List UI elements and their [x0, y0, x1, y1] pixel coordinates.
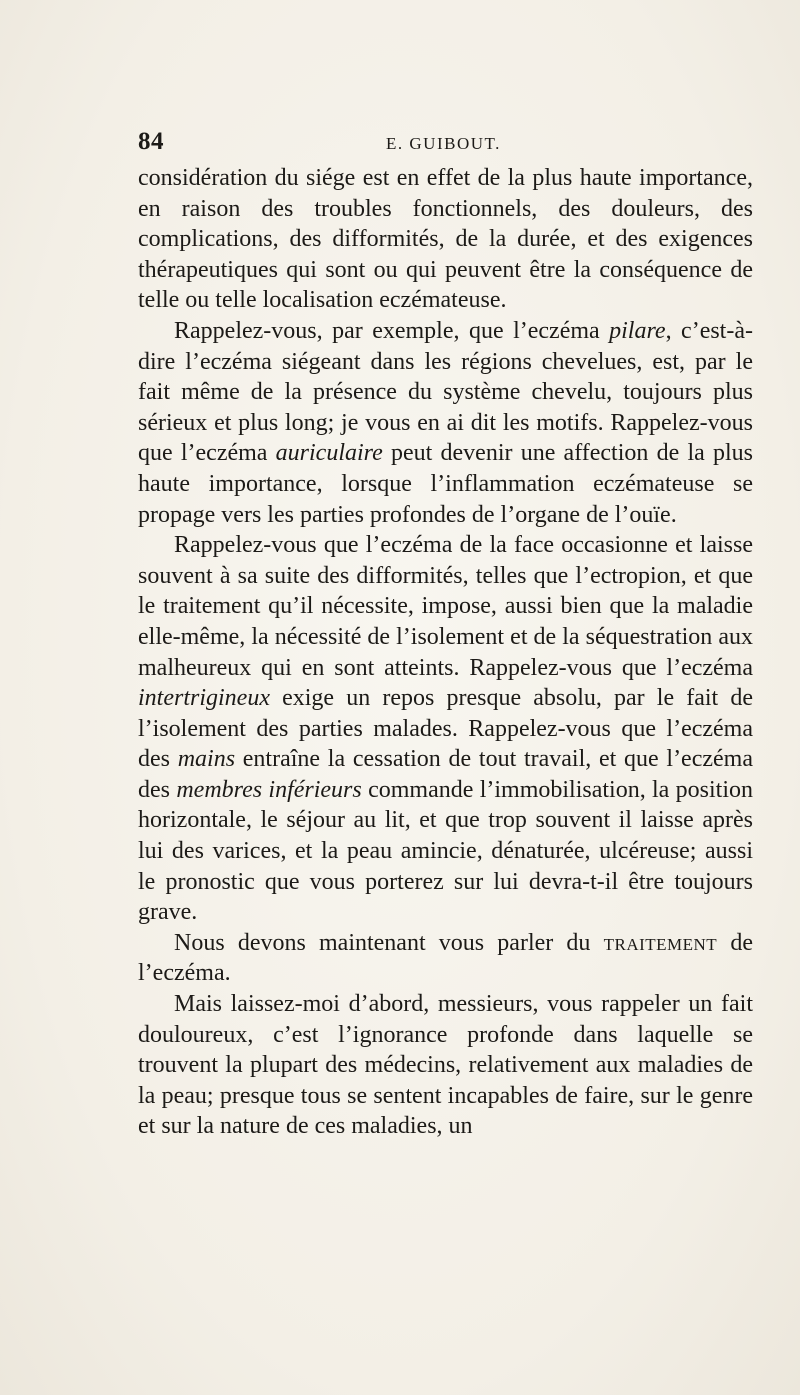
- paragraph: [138, 163, 753, 316]
- text-segment: exige un repos presque absolu, par le fait de l’isolement des parties malades. Rappelez-vous que l’eczéma des: [138, 685, 753, 773]
- text-segment: Rappelez-vous que l’eczéma de la face occasionne et laisse souvent à sa suite des difformités, telles que l’ectropion, et que le traitement qu’il nécessite, impose, aussi bien que la maladie elle-même, la nécessité de l’isolement et de la séquestration aux malheureux qui en sont atteints. Rappelez-vous que l’eczéma: [138, 532, 753, 681]
- text-segment: Rappelez-vous, par exemple, que l’eczéma: [174, 317, 610, 344]
- text-segment: Nous devons maintenant vous parler du: [174, 929, 604, 956]
- page-header: [138, 128, 753, 160]
- paragraph: [138, 989, 753, 1142]
- text-segment: Mais laissez-moi d’abord, messieurs, vous rappeler un fait douloureux, c’est l’ignorance profonde dans laquelle se trouvent la plupart des médecins, relativement aux maladies de la peau; presque tous se sentent incapables de faire, sur le genre et sur la nature de ces maladies, un: [138, 991, 753, 1140]
- small-caps-term: traitement: [603, 929, 718, 956]
- paragraph: [138, 316, 753, 530]
- text-segment: entraîne la cessation de tout travail, et que l’eczéma des: [138, 746, 753, 803]
- text-segment: peut devenir une affection de la plus haute importance, lorsque l’inflammation eczémateuse se propage vers les parties profondes de l’organe de l’ouïe.: [138, 440, 754, 528]
- emphasized-term: intertrigineux: [138, 685, 270, 712]
- page-number: 84: [138, 128, 164, 155]
- emphasized-term: membres inférieurs: [176, 776, 362, 803]
- paragraph: [138, 928, 753, 989]
- text-segment: considération du siége est en effet de la plus haute importance, en raison des troubles fonctionnels, des douleurs, des complications, des difformités, de la durée, et des exigences thérapeutiques qui sont ou qui peuvent être la conséquence de telle ou telle localisation eczémateuse.: [138, 165, 753, 314]
- body-text: [138, 163, 753, 1142]
- text-segment: commande l’immobilisation, la position horizontale, le séjour au lit, et que trop souvent il laisse après lui des varices, et la peau amincie, dénaturée, ulcéreuse; aussi le pronostic que vous porterez sur lui devra-t-il être toujours grave.: [138, 776, 754, 926]
- emphasized-term: pilare: [609, 317, 666, 344]
- text-segment: , c’est-à-dire l’eczéma siégeant dans les régions chevelues, est, par le fait même de la présence du système chevelu, toujours plus sérieux et plus long; je vous en ai dit les motifs. Rappelez-vous que l’eczéma: [138, 317, 753, 467]
- emphasized-term: mains: [177, 746, 236, 773]
- paragraph: [138, 530, 753, 928]
- text-segment: de l’eczéma.: [138, 929, 754, 987]
- running-head: E. GUIBOUT.: [386, 134, 501, 153]
- emphasized-term: auriculaire: [275, 440, 383, 467]
